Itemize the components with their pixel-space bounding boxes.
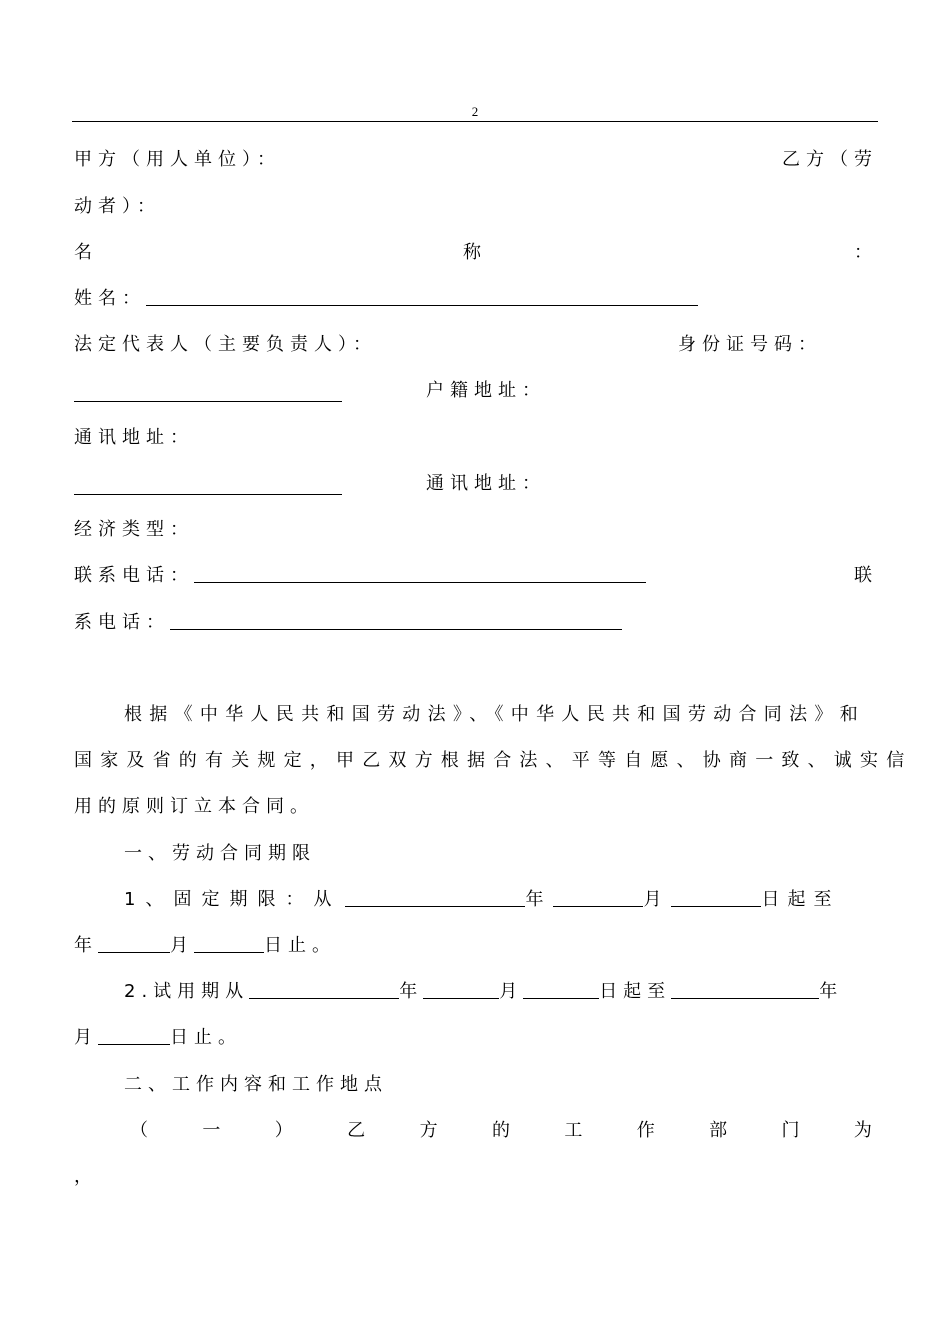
intro-line-1: 根据《中华人民共和国劳动法》、《中华人民共和国劳动合同法》和 [124, 704, 865, 725]
party-b-label: 乙方（劳 [782, 149, 878, 170]
phone-a-blank[interactable] [194, 562, 646, 583]
legal-rep-label: 法定代表人（主要负责人）： [74, 334, 377, 355]
work-dept-char: 门 [781, 1120, 800, 1141]
fixed-term-end-row [74, 932, 872, 960]
probation-end-month-label: 月 [74, 1027, 98, 1048]
fixed-term-start-year-blank[interactable] [345, 886, 525, 907]
header-rule [72, 121, 878, 122]
mailing-address-a-blank[interactable] [74, 474, 342, 495]
mailing-address-b-label: 通讯地址： [426, 473, 546, 494]
party-labels-row [74, 146, 878, 174]
household-address-label: 户籍地址： [426, 380, 546, 401]
work-dept-char: 为 [853, 1120, 872, 1141]
probation-end-year-label: 年 [819, 981, 838, 1002]
work-dept-char: 方 [419, 1120, 438, 1141]
probation-start-month-blank[interactable] [423, 978, 499, 999]
mailing-address-a-label: 通讯地址： [74, 427, 194, 448]
intro-line-3: 用的原则订立本合同。 [74, 796, 314, 817]
probation-prefix: 2.试用期从 [124, 981, 250, 1002]
id-number-label: 身份证号码： [678, 334, 822, 355]
work-dept-char: （ [130, 1120, 148, 1141]
probation-row [74, 978, 872, 1006]
economic-type-label: 经济类型： [74, 519, 194, 540]
probation-month-label: 月 [499, 981, 524, 1002]
fixed-term-prefix: 1、固定期限：从 [124, 889, 342, 910]
probation-start-day-blank[interactable] [523, 978, 599, 999]
phone-row [74, 562, 878, 590]
party-b-label-continued: 动者）： [74, 196, 161, 217]
phone-b-label: 系电话： [74, 612, 170, 633]
phone-b-blank[interactable] [170, 609, 622, 630]
work-dept-row [130, 1117, 872, 1145]
probation-year-label: 年 [399, 981, 424, 1002]
probation-end-day-blank[interactable] [98, 1024, 170, 1045]
intro-line-2: 国家及省的有关规定，甲乙双方根据合法、平等自愿、协商一致、诚实信 [74, 750, 913, 771]
phone-a-label: 联系电话： [74, 565, 194, 586]
fixed-term-month-label: 月 [643, 889, 668, 910]
work-dept-char: 的 [491, 1120, 510, 1141]
name-label-char2: 称 [463, 242, 487, 263]
legal-rep-blank[interactable] [74, 381, 342, 402]
fixed-term-end-day-blank[interactable] [194, 932, 264, 953]
legal-rep-row [74, 331, 872, 359]
fixed-term-row [74, 886, 872, 914]
probation-until-label: 日起至 [599, 981, 672, 1002]
work-dept-char: 一 [202, 1120, 221, 1141]
phone-b-label-start: 联 [854, 565, 878, 586]
work-dept-char: 作 [636, 1120, 655, 1141]
probation-start-year-blank[interactable] [249, 978, 399, 999]
fixed-term-start-day-blank[interactable] [671, 886, 761, 907]
fixed-term-year-label: 年 [525, 889, 550, 910]
phone-b-row [74, 609, 872, 637]
probation-end-row [74, 1024, 872, 1052]
section1-title: 一、劳动合同期限 [124, 843, 316, 864]
probation-end-year-blank[interactable] [671, 978, 819, 999]
name-label-char1: 名 [74, 242, 98, 263]
name-label-colon: ： [854, 242, 878, 263]
household-row [74, 377, 872, 405]
work-dept-char: 部 [709, 1120, 728, 1141]
fixed-term-end-month-blank[interactable] [98, 932, 170, 953]
work-dept-char: 工 [564, 1120, 583, 1141]
fixed-term-end-month-label: 月 [170, 935, 194, 956]
section2-title: 二、工作内容和工作地点 [124, 1074, 388, 1095]
probation-end-label: 日止。 [170, 1027, 242, 1048]
fixed-term-end-label: 日止。 [264, 935, 336, 956]
name-row [74, 239, 878, 267]
trailing-comma: ， [74, 1166, 98, 1187]
work-dept-char: ） [274, 1120, 293, 1141]
work-dept-char: 乙 [347, 1120, 366, 1141]
fixed-term-end-year-label: 年 [74, 935, 98, 956]
fixed-term-start-month-blank[interactable] [553, 886, 643, 907]
party-a-label: 甲方（用人单位）： [74, 149, 281, 170]
mailing-row [74, 470, 872, 498]
fixed-term-until-label: 日起至 [761, 889, 840, 910]
surname-blank[interactable] [146, 285, 698, 306]
page-number: 2 [471, 104, 479, 119]
surname-label: 姓名： [74, 288, 146, 309]
surname-row [74, 285, 872, 313]
